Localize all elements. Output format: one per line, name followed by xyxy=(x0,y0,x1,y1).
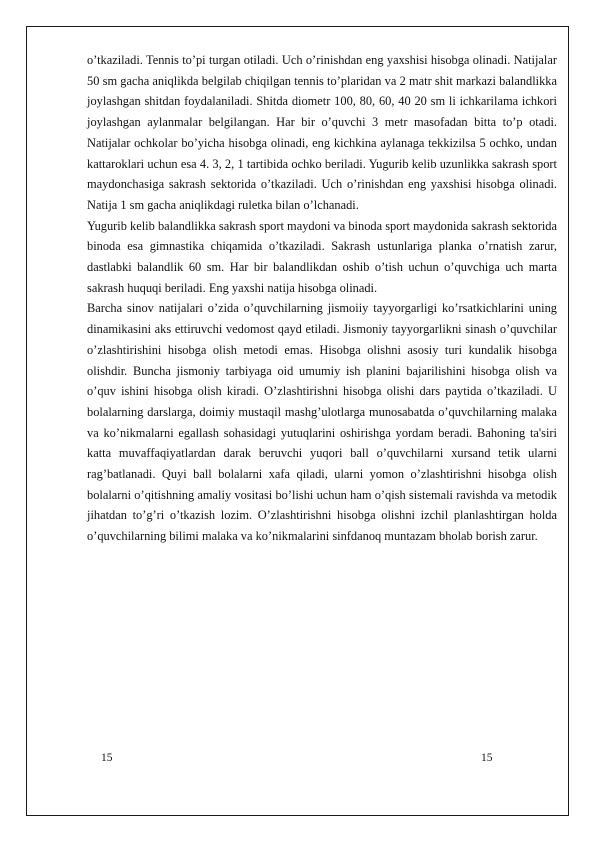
paragraph-1: o’tkaziladi. Tennis to’pi turgan otiladi. Uch o’rinishdan eng yaxshisi hisobga olinadi. Natijalar 50 sm gacha aniqlikda belgilab chiqilgan tennis to’plaridan va 2 matr shit markazi balandlikka joylashgan shitdan foydalaniladi. Shitda diometr 100, 80, 60, 40 20 sm li ichkarilama ichkori joylashgan aylanmalar belgilangan. Har bir o’quvchi 3 metr masofadan bitta to’p otadi. Natijalar ochkolar bo’yicha hisobga olinadi, eng kichkina aylanaga tekkizilsa 5 ochko, undan kattaroklari uchun esa 4. 3, 2, 1 tartibida ochko beriladi. Yugurib kelib uzunlikka sakrash sport maydonchasiga sakrash sektorida o’tkaziladi. Uch o’rinishdan eng yaxshisi hisobga olinadi. Natija 1 sm gacha aniqlikdagi ruletka bilan o’lchanadi. xyxy=(87,53,557,212)
document-body xyxy=(87,50,557,547)
page-number-right: 15 xyxy=(481,752,493,764)
paragraph-2: Yugurib kelib balandlikka sakrash sport maydoni va binoda sport maydonida sakrash sektorida binoda esa gimnastika chiqamida o’tkaziladi. Sakrash ustunlariga planka o’rnatish zarur, dastlabki balandlik 60 sm. Har bir balandlikdan oshib o’tish uchun o’quvchiga uch marta sakrash huquqi beriladi. Eng yaxshi natija hisobga olinadi. xyxy=(87,218,557,295)
page-number-left: 15 xyxy=(101,752,113,764)
paragraph-3: Barcha sinov natijalari o’zida o’quvchilarning jismoiiy tayyorgarligi ko’rsatkichlarini uning dinamikasini aks ettiruvchi vedomost qayd etiladi. Jismoniy tayyorgarlikni sinash o’quvchilar o’zlashtirishini hisobga olish metodi emas. Hisobga olishni asosiy turi kundalik hisobga olishdir. Buncha jismoniy tarbiyaga oid umumiy ish planini bajarilishini hisobga olish va o’quv ishini hisobga olish kiradi. O’zlashtirishni hisobga olishi dars paytida o’tkaziladi. U bolalarning darslarga, doimiy mustaqil mashg’ulotlarga munosabatda o’quvchilarning malaka va ko’nikmalarni egallash sohasidagi yutuqlarini oshirishga yordam beradi. Bahoning ta'siri katta muvaffaqiyatlardan darak beruvchi yuqori ball o’quvchilarni xursand tetik ularni rag’batlanadi. Quyi ball bolalarni xafa qiladi, ularni yomon o’zlashtirishni hisobga olish bolalarni o’qitishning amaliy vositasi bo’lishi uchun ham o’qish sistemali ravishda va metodik jihatdan to’g’ri o’tkazish lozim. O’zlashtirishni hisobga olishni izchil planlashtirgan holda o’quvchilarning bilimi malaka va ko’nikmalarini sinfdanoq muntazam bholab borish zarur. xyxy=(87,301,557,544)
